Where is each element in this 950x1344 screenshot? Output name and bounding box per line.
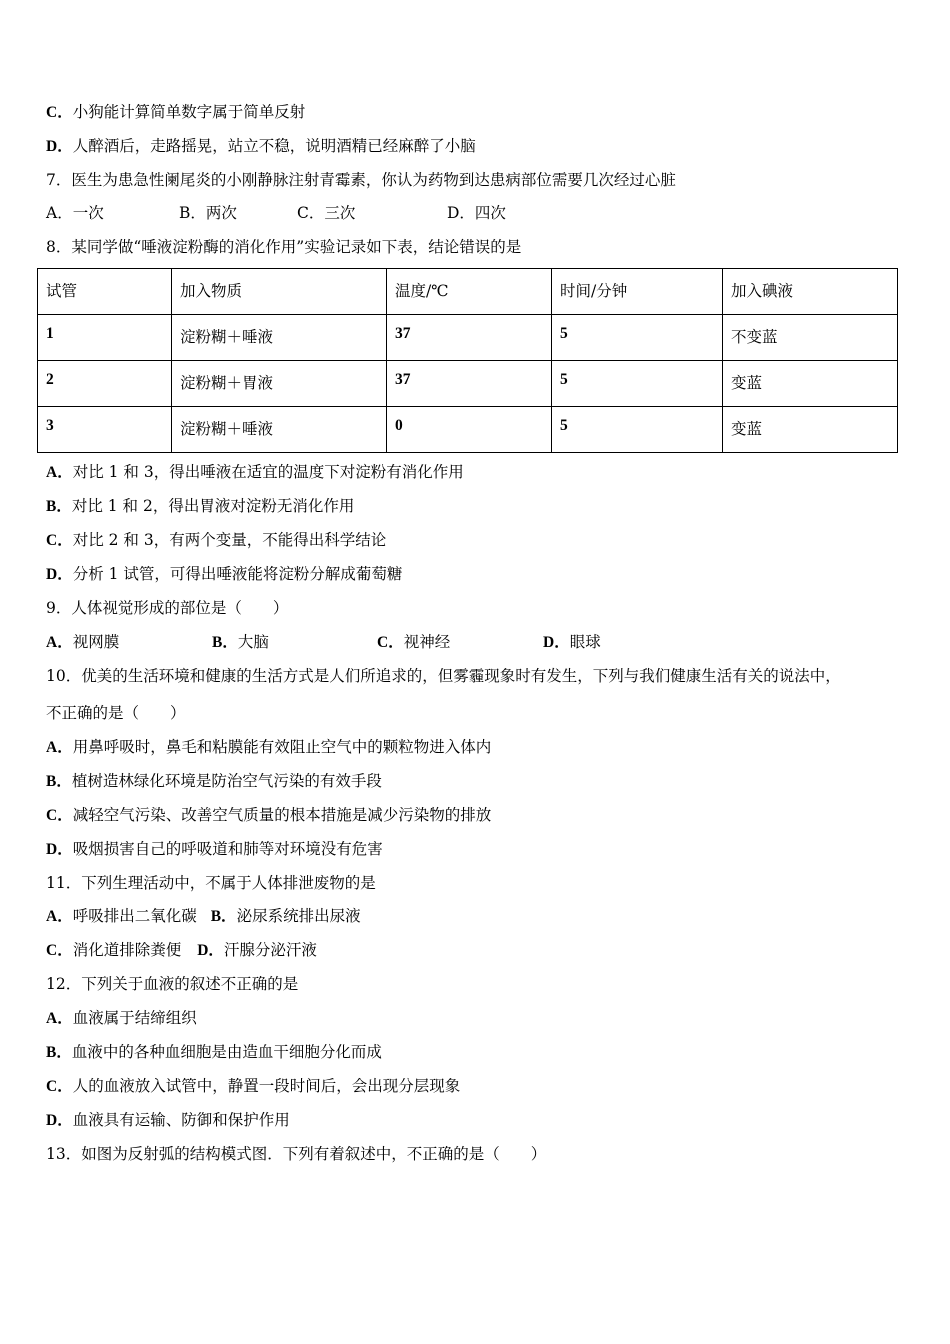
q9-option-c: C．视神经: [377, 633, 451, 651]
q6-option-d: D．人醉酒后，走路摇晃，站立不稳，说明酒精已经麻醉了小脑: [46, 137, 476, 155]
q13-stem: 13．如图为反射弧的结构模式图．下列有着叙述中，不正确的是（ ）: [46, 1145, 547, 1163]
q10-stem-line1: 10．优美的生活环境和健康的生活方式是人们所追求的，但雾霾现象时有发生，下列与我们健康生活有关的说法中，: [46, 667, 841, 685]
table-header-cell: 加入物质: [172, 269, 387, 315]
q7-option-c: C．三次: [297, 204, 356, 222]
table-header-cell: 时间/分钟: [552, 269, 723, 315]
q9-option-b: B．大脑: [212, 633, 269, 651]
q12-option-a: A．血液属于结缔组织: [46, 1009, 197, 1027]
q10-option-a: A．用鼻呼吸时，鼻毛和粘膜能有效阻止空气中的颗粒物进入体内: [46, 738, 492, 756]
q10-stem-line2: 不正确的是（ ）: [46, 704, 186, 722]
table-cell: 淀粉糊＋唾液: [172, 315, 387, 361]
q12-option-d: D．血液具有运输、防御和保护作用: [46, 1111, 290, 1129]
q9-stem: 9．人体视觉形成的部位是（ ）: [46, 599, 289, 617]
q6-option-c: C．小狗能计算简单数字属于简单反射: [46, 103, 306, 121]
table-row: [38, 315, 898, 361]
q12-stem: 12．下列关于血液的叙述不正确的是: [46, 975, 299, 993]
q11-options-cd: C．消化道排除粪便 D．汗腺分泌汗液: [46, 941, 317, 959]
table-cell: 5: [552, 407, 723, 453]
q10-option-d: D．吸烟损害自己的呼吸道和肺等对环境没有危害: [46, 840, 383, 858]
q8-option-c: C．对比 2 和 3，有两个变量，不能得出科学结论: [46, 531, 387, 549]
q7-stem: 7．医生为患急性阑尾炎的小刚静脉注射青霉素，你认为药物到达患病部位需要几次经过心脏: [46, 171, 676, 189]
q8-option-d: D．分析 1 试管，可得出唾液能将淀粉分解成葡萄糖: [46, 565, 403, 583]
table-cell: 0: [387, 407, 552, 453]
table-cell: 变蓝: [723, 361, 898, 407]
q11-options-ab: A．呼吸排出二氧化碳 B．泌尿系统排出尿液: [46, 907, 361, 925]
table-cell: 淀粉糊＋胃液: [172, 361, 387, 407]
table-header-cell: 加入碘液: [723, 269, 898, 315]
table-cell: 37: [387, 361, 552, 407]
q9-option-a: A．视网膜: [46, 633, 120, 651]
table-cell: 5: [552, 361, 723, 407]
table-cell: 不变蓝: [723, 315, 898, 361]
q10-option-c: C．减轻空气污染、改善空气质量的根本措施是减少污染物的排放: [46, 806, 492, 824]
q9-option-d: D．眼球: [543, 633, 601, 651]
table-cell: 3: [38, 407, 172, 453]
table-header-cell: 温度/℃: [387, 269, 552, 315]
q8-option-b: B．对比 1 和 2，得出胃液对淀粉无消化作用: [46, 497, 355, 515]
table-cell: 2: [38, 361, 172, 407]
table-header-row: [38, 269, 898, 315]
table-cell: 37: [387, 315, 552, 361]
q12-option-b: B．血液中的各种血细胞是由造血干细胞分化而成: [46, 1043, 382, 1061]
q7-option-a: A．一次: [46, 204, 104, 222]
table-cell: 淀粉糊＋唾液: [172, 407, 387, 453]
q12-option-c: C．人的血液放入试管中，静置一段时间后，会出现分层现象: [46, 1077, 461, 1095]
table-header-cell: 试管: [38, 269, 172, 315]
q7-option-b: B．两次: [179, 204, 237, 222]
q10-option-b: B．植树造林绿化环境是防治空气污染的有效手段: [46, 772, 382, 790]
table-row: [38, 407, 898, 453]
table-cell: 5: [552, 315, 723, 361]
q8-option-a: A．对比 1 和 3，得出唾液在适宜的温度下对淀粉有消化作用: [46, 463, 464, 481]
q9-options: [46, 632, 601, 653]
table-cell: 变蓝: [723, 407, 898, 453]
q7-option-d: D．四次: [447, 204, 506, 222]
table-cell: 1: [38, 315, 172, 361]
q11-stem: 11．下列生理活动中，不属于人体排泄废物的是: [46, 874, 376, 892]
q8-stem: 8．某同学做“唾液淀粉酶的消化作用”实验记录如下表，结论错误的是: [46, 238, 522, 256]
table-row: [38, 361, 898, 407]
experiment-table: [37, 268, 898, 453]
q7-options: [46, 203, 506, 223]
